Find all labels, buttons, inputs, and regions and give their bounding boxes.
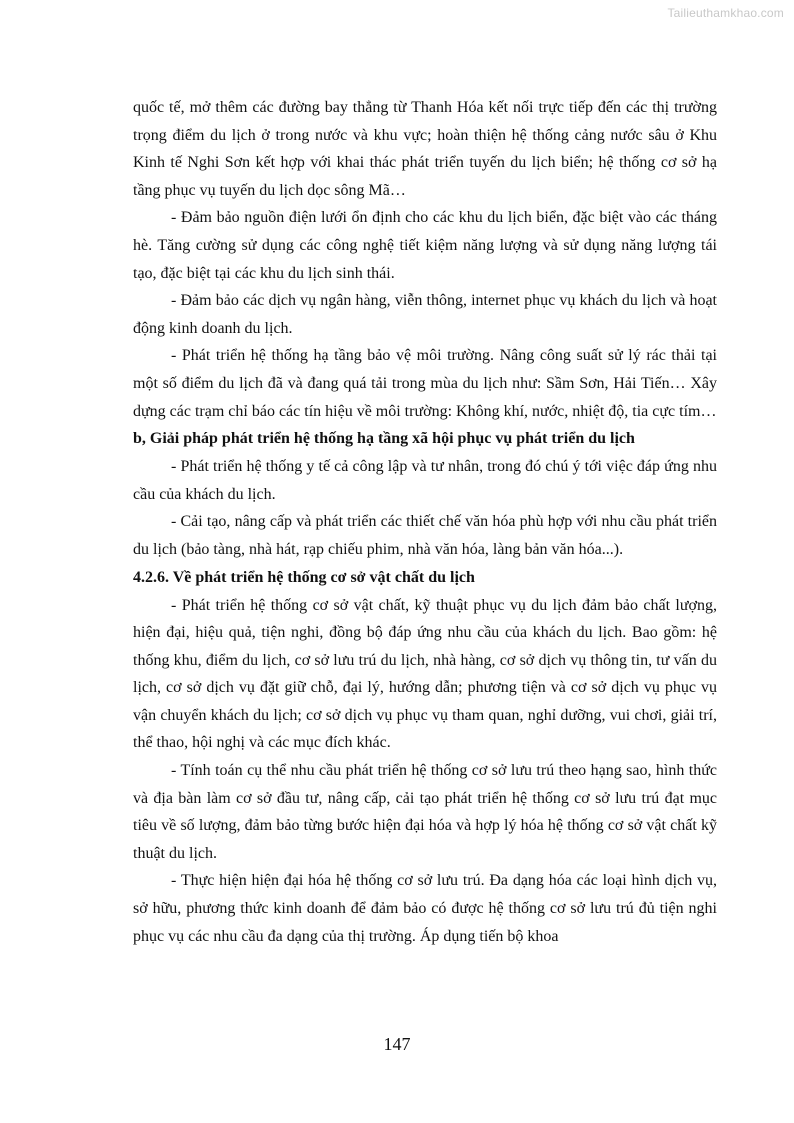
paragraph-facilities-development: - Phát triển hệ thống cơ sở vật chất, kỹ thuật phục vụ du lịch đảm bảo chất lượng, hiện đại, hiệu quả, tiện nghi, đồng bộ đáp ứng nhu cầu của khách du lịch. Bao gồm: hệ thống khu, điểm du lịch, cơ sở lưu trú du lịch, nhà hàng, cơ sở dịch vụ thông tin, tư vấn du lịch, cơ sở dịch vụ đặt giữ chỗ, đại lý, hướng dẫn; phương tiện và cơ sở dịch vụ phục vụ vận chuyển khách du lịch; cơ sở dịch vụ phục vụ tham quan, nghỉ dưỡng, vui chơi, giải trí, thể thao, hội nghị và các mục đích khác. — [133, 596, 717, 752]
page-body — [133, 94, 717, 950]
paragraph-cultural-institutions: - Cải tạo, nâng cấp và phát triển các thiết chế văn hóa phù hợp với nhu cầu phát triển du lịch (bảo tàng, nhà hát, rạp chiếu phim, nhà văn hóa, làng bản văn hóa...). — [133, 513, 717, 558]
paragraph-health-system: - Phát triển hệ thống y tế cả công lập và tư nhân, trong đó chú ý tới việc đáp ứng nhu cầu của khách du lịch. — [133, 458, 717, 503]
section-heading-social-infrastructure: b, Giải pháp phát triển hệ thống hạ tầng xã hội phục vụ phát triển du lịch — [133, 430, 635, 448]
paragraph-airport-port: quốc tế, mở thêm các đường bay thẳng từ Thanh Hóa kết nối trực tiếp đến các thị trường trọng điểm du lịch ở trong nước và khu vực; hoàn thiện hệ thống cảng nước sâu ở Khu Kinh tế Nghi Sơn kết hợp với khai thác phát triển tuyến du lịch biển; hệ thống cơ sở hạ tầng phục vụ tuyến du lịch dọc sông Mã… — [133, 99, 717, 199]
paragraph-environment: - Phát triển hệ thống hạ tầng bảo vệ môi trường. Nâng công suất sử lý rác thải tại một số điểm du lịch đã và đang quá tải trong mùa du lịch như: Sầm Sơn, Hải Tiến… Xây dựng các trạm chỉ báo các tín hiệu về môi trường: Không khí, nước, nhiệt độ, tia cực tím… — [133, 347, 717, 420]
paragraph-accommodation-demand: - Tính toán cụ thể nhu cầu phát triển hệ thống cơ sở lưu trú theo hạng sao, hình thức và địa bàn làm cơ sở đầu tư, nâng cấp, cải tạo phát triển hệ thống cơ sở lưu trú đạt mục tiêu về số lượng, đảm bảo từng bước hiện đại hóa và hợp lý hóa hệ thống cơ sở vật chất kỹ thuật du lịch. — [133, 762, 717, 862]
paragraph-banking-telecom: - Đảm bảo các dịch vụ ngân hàng, viễn thông, internet phục vụ khách du lịch và hoạt động kinh doanh du lịch. — [133, 292, 717, 337]
section-heading-tourism-facilities: 4.2.6. Về phát triển hệ thống cơ sở vật chất du lịch — [133, 568, 475, 586]
page-number: 147 — [383, 1034, 411, 1054]
paragraph-power-supply: - Đảm bảo nguồn điện lưới ổn định cho các khu du lịch biển, đặc biệt vào các tháng hè. Tăng cường sử dụng các công nghệ tiết kiệm năng lượng và sử dụng năng lượng tái tạo, đặc biệt tại các khu du lịch sinh thái. — [133, 209, 717, 282]
watermark-text: Tailieuthamkhao.com — [667, 6, 784, 20]
paragraph-modernization: - Thực hiện hiện đại hóa hệ thống cơ sở lưu trú. Đa dạng hóa các loại hình dịch vụ, sở hữu, phương thức kinh doanh để đảm bảo có được hệ thống cơ sở lưu trú đủ tiện nghi phục vụ các nhu cầu đa dạng của thị trường. Áp dụng tiến bộ khoa — [133, 872, 717, 945]
